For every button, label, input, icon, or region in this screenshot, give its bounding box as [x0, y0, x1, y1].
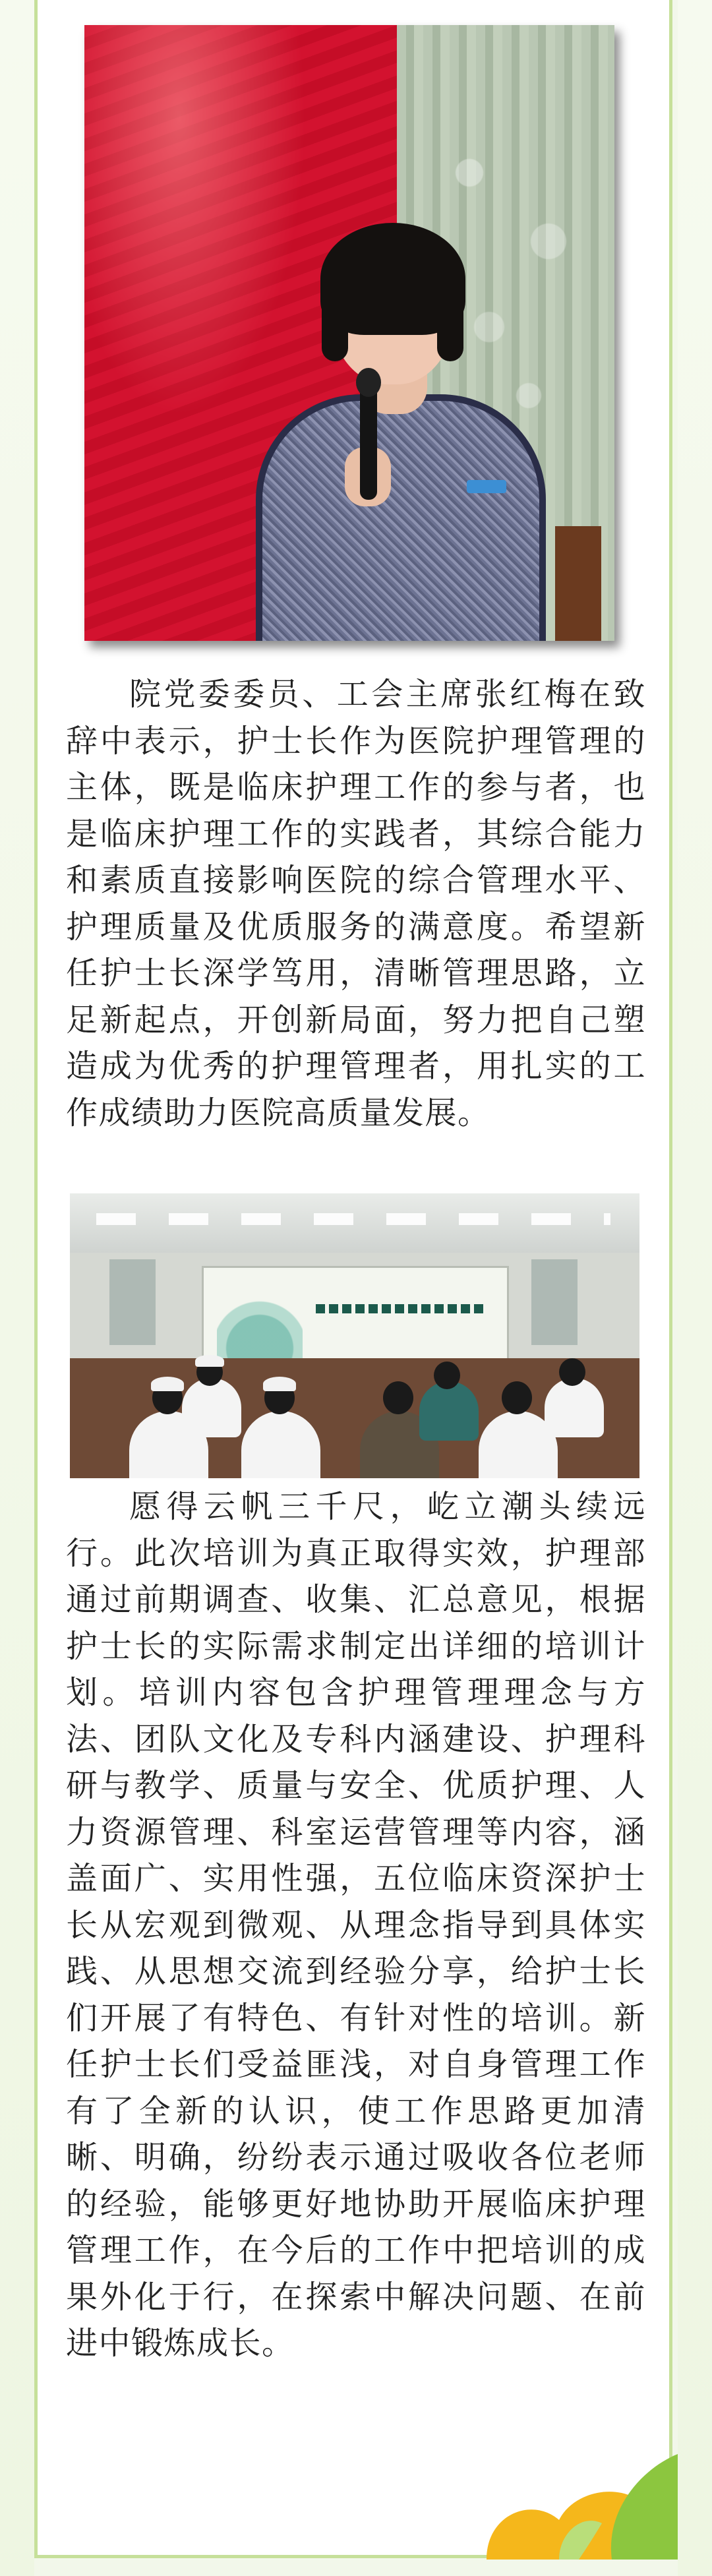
speaker-photo — [84, 25, 614, 641]
nurse-cap — [263, 1377, 296, 1391]
nurse-cap — [195, 1355, 224, 1367]
microphone — [360, 381, 377, 500]
nurse-cap — [151, 1377, 184, 1391]
paragraph-speech: 院党委委员、工会主席张红梅在致辞中表示，护士长作为医院护理管理的主体，既是临床护理工作的参与者，也是临床护理工作的实践者，其综合能力和素质直接影响医院的综合管理水平、护理质量及优质服务的满意度。希望新任护士长深学笃用，清晰管理思路，立足新起点，开创新局面，努力把自己塑造成为优秀的护理管理者，用扎实的工作成绩助力医院高质量发展。 — [66, 676, 646, 1131]
speaker-hair-right — [437, 282, 463, 361]
screen-title-bar — [316, 1304, 487, 1313]
attendee — [182, 1378, 241, 1437]
window-left — [109, 1259, 156, 1345]
attendee-head — [502, 1381, 532, 1414]
training-photo — [70, 1193, 639, 1478]
attendee — [419, 1381, 479, 1441]
speaker-jacket — [256, 394, 546, 641]
microphone-head — [356, 368, 381, 397]
podium — [555, 526, 601, 641]
attendee — [545, 1378, 604, 1437]
attendee-head — [434, 1362, 460, 1389]
window-right — [531, 1259, 578, 1345]
green-leaf — [611, 2454, 678, 2560]
speaker-hair-left — [322, 282, 348, 361]
name-badge — [467, 480, 506, 493]
corner-decoration — [460, 2434, 678, 2560]
paragraph-training: 愿得云帆三千尺，屹立潮头续远行。此次培训为真正取得实效，护理部通过前期调查、收集、汇总意见，根据护士长的实际需求制定出详细的培训计划。培训内容包含护理管理理念与方法、团队文化及专科内涵建设、护理科研与教学、质量与安全、优质护理、人力资源管理、科室运营管理等内容，涵盖面广、实用性强，五位临床资深护士长从宏观到微观、从理念指导到具体实践、从思想交流到经验分享，给护士长们开展了有特色、有针对性的培训。新任护士长们受益匪浅，对自身管理工作有了全新的认识，使工作思路更加清晰、明确，纷纷表示通过吸收各位老师的经验，能够更好地协助开展临床护理管理工作，在今后的工作中把培训的成果外化于行，在探索中解决问题、在前进中锻炼成长。 — [66, 1488, 646, 2362]
left-margin — [0, 0, 34, 2576]
attendee-head — [559, 1358, 585, 1386]
ceiling-lights — [96, 1213, 610, 1225]
attendee-head — [383, 1381, 413, 1414]
right-margin — [678, 0, 712, 2576]
